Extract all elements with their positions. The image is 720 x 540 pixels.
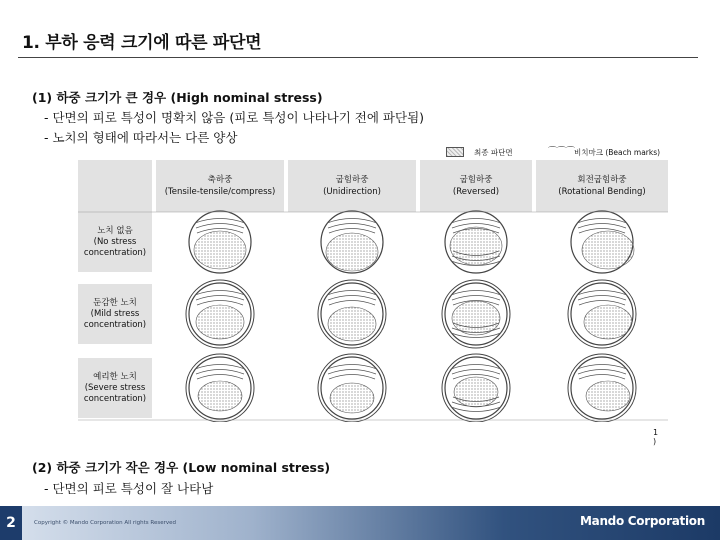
page-number: 2	[0, 506, 22, 540]
header-bending-rev-en: (Reversed)	[452, 187, 500, 197]
final-fracture-zone	[326, 233, 378, 271]
final-fracture-zone	[582, 231, 634, 269]
final-fracture-zone	[454, 377, 498, 407]
row-label-severe-notch-en1: (Severe stress	[84, 382, 146, 393]
title-divider	[18, 57, 698, 58]
side-note	[653, 428, 658, 446]
beach-marks-icon: ⌒⌒⌒	[548, 147, 576, 157]
section1-bullet-1: - 단면의 피로 특성이 명확치 않음 (피로 특성이 나타나기 전에 파단됨)	[44, 110, 425, 125]
row-label-mild-notch-en1: (Mild stress	[90, 308, 140, 319]
header-bending-uni-en: (Unidirection)	[323, 187, 381, 197]
row-label-no-notch-en2: concentration)	[83, 247, 147, 258]
final-fracture-zone	[196, 305, 244, 339]
section2-heading: (2) 하중 크기가 작은 경우 (Low nominal stress)	[32, 460, 331, 475]
header-bending-rev-ko: 굽힘하중	[459, 175, 493, 185]
header-rotational-ko: 회전굽힘하중	[577, 175, 627, 185]
fracture-surface-grid	[78, 160, 668, 422]
row-label-no-notch-ko: 노치 없음	[97, 225, 133, 236]
copyright-text: Copyright © Mando Corporation All rights Reserved	[34, 520, 177, 526]
row-label-mild-notch-ko: 둔감한 노치	[93, 297, 137, 308]
brand-logo: Mando Corporation	[580, 514, 705, 528]
final-fracture-zone	[450, 227, 502, 265]
row-label-severe-notch-en2: concentration)	[83, 393, 147, 404]
fracture-table	[78, 160, 668, 422]
legend-beach-marks: 비치마크 (Beach marks)	[574, 148, 661, 157]
header-axial-ko: 축하중	[207, 175, 233, 185]
page-title: 1. 부하 응력 크기에 따른 파단면	[22, 33, 262, 53]
side-note-2: )	[653, 437, 657, 446]
row-label-severe-notch-ko: 예리한 노치	[93, 371, 137, 382]
final-fracture-zone	[586, 381, 630, 411]
header-bending-uni-ko: 굽힘하중	[335, 175, 369, 185]
legend-final-fracture: 최종 파단면	[474, 148, 513, 157]
section1-heading: (1) 하중 크기가 큰 경우 (High nominal stress)	[32, 90, 323, 105]
section1-bullet-2: - 노치의 형태에 따라서는 다른 양상	[44, 130, 238, 145]
section2-bullet-1: - 단면의 피로 특성이 잘 나타남	[44, 481, 214, 496]
side-note-1: 1	[653, 428, 659, 437]
header-axial-en: (Tensile-tensile/compress)	[164, 187, 276, 197]
final-fracture-zone	[330, 383, 374, 413]
header-rotational-en: (Rotational Bending)	[558, 187, 646, 197]
final-fracture-zone	[198, 381, 242, 411]
final-fracture-swatch-icon	[446, 147, 464, 157]
row-label-mild-notch-en2: concentration)	[83, 319, 147, 330]
row-label-no-notch-en1: (No stress	[93, 236, 137, 247]
final-fracture-zone	[328, 307, 376, 341]
final-fracture-zone	[584, 305, 632, 339]
final-fracture-zone	[194, 231, 246, 269]
